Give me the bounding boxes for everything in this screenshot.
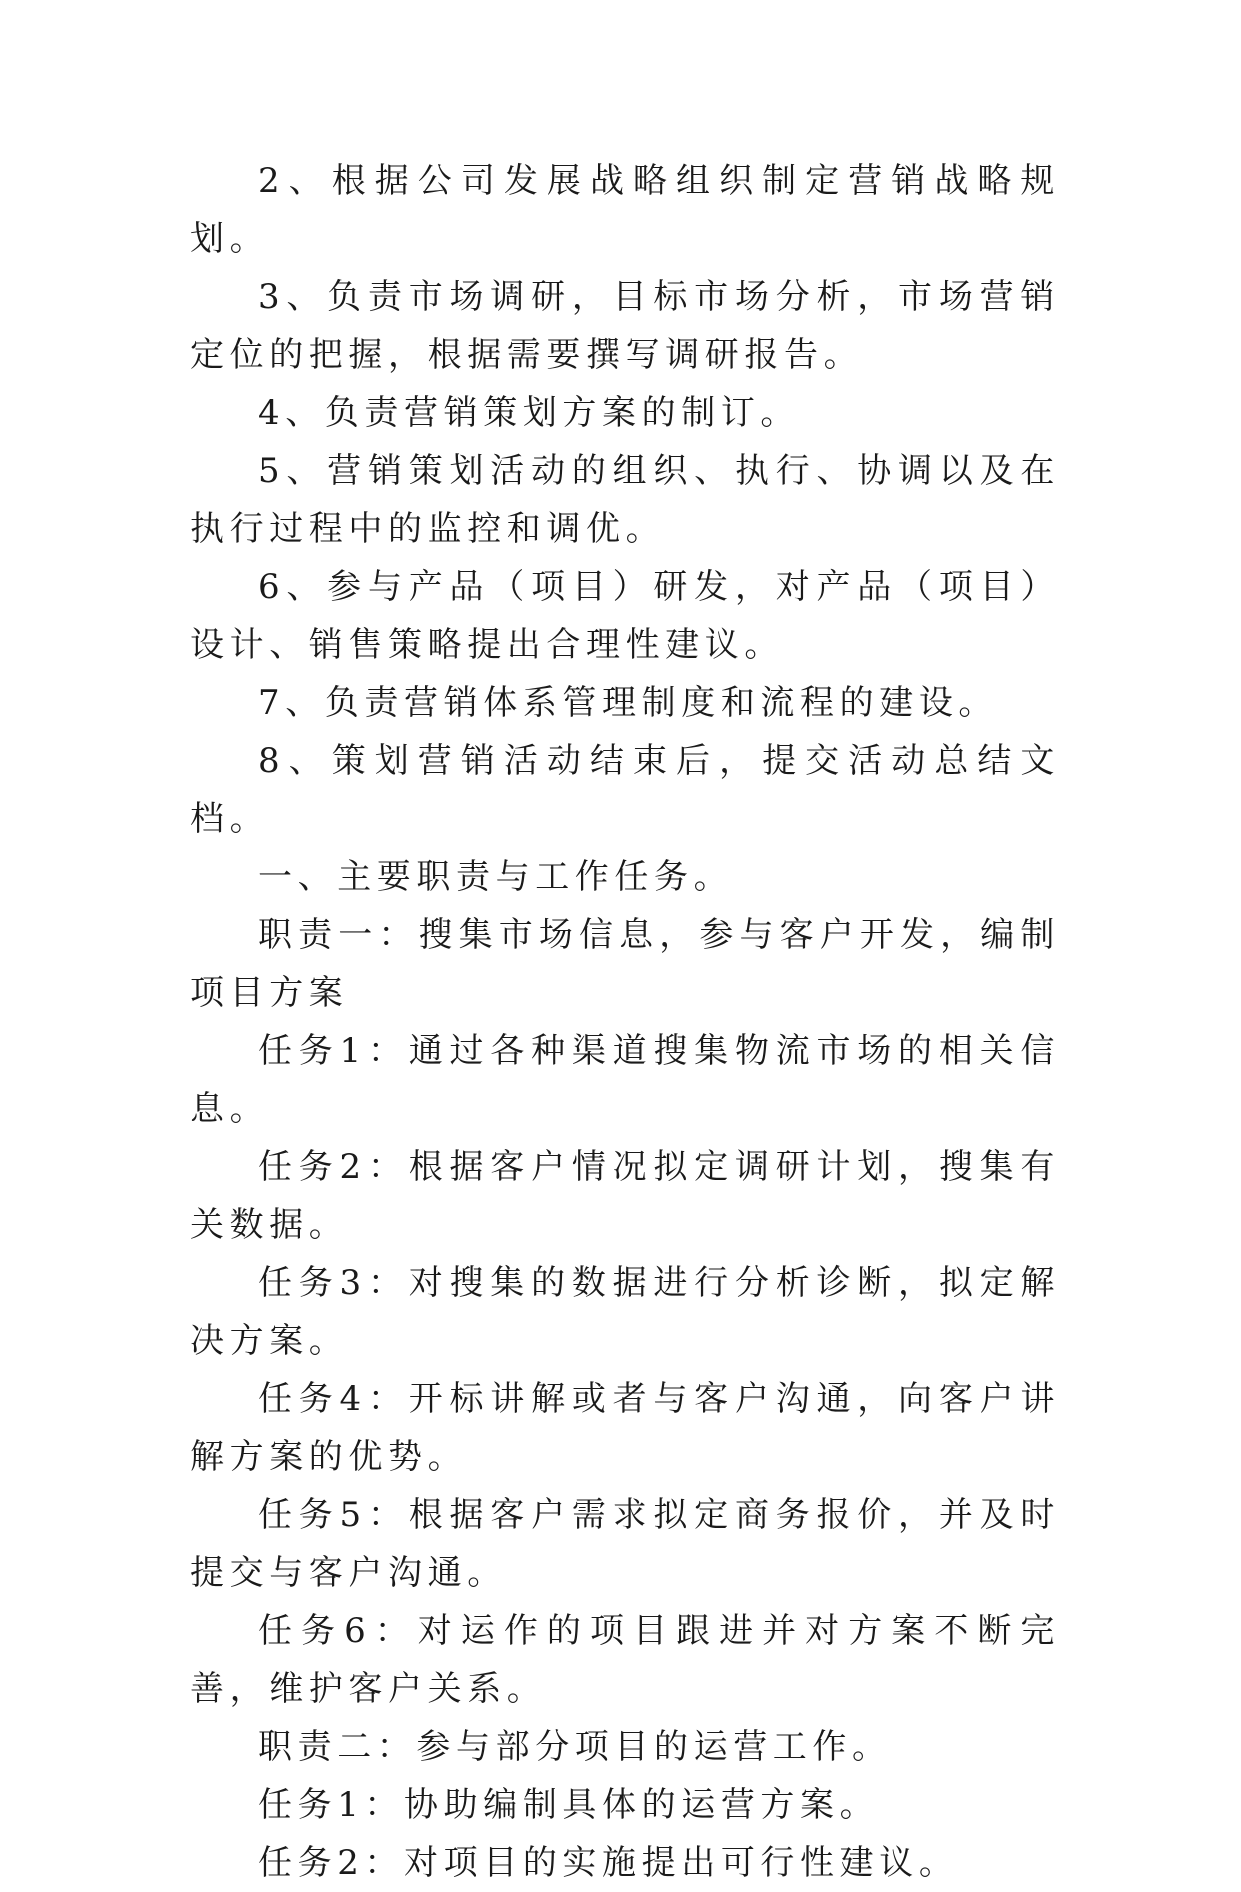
task-item-5: 任务5：根据客户需求拟定商务报价，并及时提交与客户沟通。: [190, 1495, 1060, 1593]
paragraph-item-3: 3、负责市场调研，目标市场分析，市场营销定位的把握，根据需要撰写调研报告。: [190, 277, 1060, 375]
duty-two-task-item-2: 任务2：对项目的实施提出可行性建议。: [258, 1843, 959, 1883]
task-item-6: 任务6：对运作的项目跟进并对方案不断完善，维护客户关系。: [190, 1611, 1060, 1709]
document-body: [190, 152, 1060, 1892]
paragraph-item-7: 7、负责营销体系管理制度和流程的建设。: [258, 683, 999, 723]
paragraph-item-5: 5、营销策划活动的组织、执行、协调以及在执行过程中的监控和调优。: [190, 451, 1060, 549]
paragraph-item-4: 4、负责营销策划方案的制订。: [258, 393, 801, 433]
task-item-4: 任务4：开标讲解或者与客户沟通，向客户讲解方案的优势。: [190, 1379, 1060, 1477]
task-item-1: 任务1：通过各种渠道搜集物流市场的相关信息。: [190, 1031, 1060, 1129]
duty-two-heading: 职责二：参与部分项目的运营工作。: [258, 1727, 892, 1767]
task-item-2: 任务2：根据客户情况拟定调研计划，搜集有关数据。: [190, 1147, 1060, 1245]
paragraph-item-6: 6、参与产品（项目）研发，对产品（项目）设计、销售策略提出合理性建议。: [190, 567, 1060, 665]
task-item-3: 任务3：对搜集的数据进行分析诊断，拟定解决方案。: [190, 1263, 1060, 1361]
duty-one-heading: 职责一：搜集市场信息，参与客户开发，编制项目方案: [190, 915, 1060, 1013]
section-heading-main-duties: 一、主要职责与工作任务。: [258, 857, 734, 897]
paragraph-item-8: 8、策划营销活动结束后，提交活动总结文档。: [190, 741, 1060, 839]
duty-two-task-item-1: 任务1：协助编制具体的运营方案。: [258, 1785, 880, 1825]
paragraph-item-2: 2、根据公司发展战略组织制定营销战略规划。: [190, 161, 1060, 259]
